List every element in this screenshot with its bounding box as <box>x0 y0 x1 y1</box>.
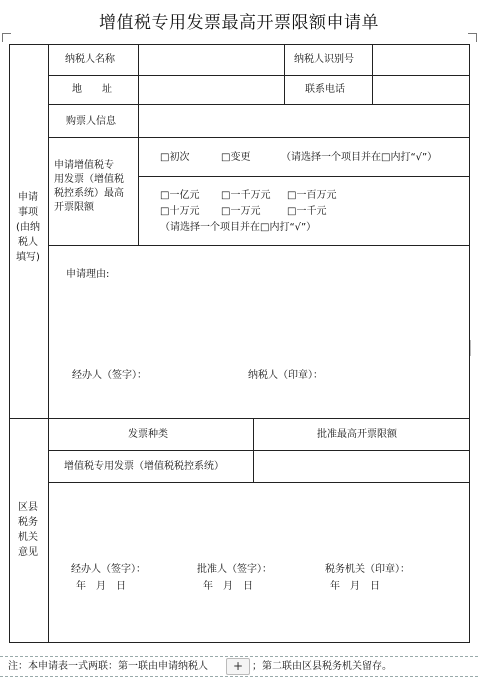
date-approver: 年 月 日 <box>203 581 253 592</box>
option-1m[interactable]: □一百万元 <box>287 190 337 201</box>
tax-office-seal-label: 税务机关（印章）： <box>325 564 410 575</box>
limit-hint: （请选择一个项目并在□内打“√”） <box>160 222 317 233</box>
option-10k[interactable]: □一万元 <box>221 206 261 217</box>
tax-opinion-field[interactable] <box>49 483 469 558</box>
section-tax-line: 税务 <box>18 517 38 528</box>
invoice-type-header: 发票种类 <box>128 429 168 440</box>
option-change[interactable]: □变更 <box>221 152 251 163</box>
section-apply-line: (由纳 <box>16 222 40 233</box>
apply-limit-label <box>54 159 124 215</box>
apply-limit-line: 用发票（增值税 <box>54 174 124 185</box>
taxpayer-id-label: 纳税人识别号 <box>294 54 354 65</box>
section-apply-line: 税人 <box>18 237 38 248</box>
section-apply-line: 填写) <box>16 252 40 263</box>
taxpayer-name-label: 纳税人名称 <box>65 54 115 65</box>
approver-sign-label: 批准人（签字）： <box>197 564 272 575</box>
date-handler: 年 月 日 <box>76 581 126 592</box>
section-tax-line: 意见 <box>18 547 38 558</box>
resize-handle[interactable] <box>470 340 478 356</box>
handler-sign-label-2: 经办人（签字）： <box>71 564 146 575</box>
reason-label: 申请理由: <box>66 269 110 280</box>
address-label: 地 址 <box>72 84 112 95</box>
taxpayer-name-field[interactable] <box>139 45 284 75</box>
approved-limit-field[interactable] <box>254 451 469 482</box>
footer-note-left: 注：本申请表一式两联：第一联由申请纳税人 <box>8 661 208 672</box>
type-hint: （请选择一个项目并在□内打“√”） <box>281 152 438 163</box>
phone-label: 联系电话 <box>305 84 345 95</box>
page-break-line <box>0 656 478 657</box>
page-corner-mark <box>2 33 11 42</box>
option-100k[interactable]: □十万元 <box>160 206 200 217</box>
date-tax-office: 年 月 日 <box>330 581 380 592</box>
section-apply-label <box>15 190 41 265</box>
buyer-info-label: 购票人信息 <box>66 116 116 127</box>
section-apply-line: 申请 <box>18 192 38 203</box>
footer-note-right: ；第二联由区县税务机关留存。 <box>252 661 392 672</box>
section-apply-line: 事项 <box>18 207 38 218</box>
apply-limit-line: 开票限额 <box>54 202 94 213</box>
section-tax-line: 机关 <box>18 532 38 543</box>
page-corner-mark <box>468 33 477 42</box>
invoice-vat-label: 增值税专用发票（增值税税控系统） <box>64 461 224 472</box>
taxpayer-id-field[interactable] <box>373 45 469 75</box>
reason-field[interactable] <box>49 282 469 362</box>
option-initial[interactable]: □初次 <box>160 152 190 163</box>
option-1k[interactable]: □一千元 <box>287 206 327 217</box>
option-100m[interactable]: □一亿元 <box>160 190 200 201</box>
section-tax-label <box>15 500 41 560</box>
apply-limit-line: 申请增值税专 <box>54 160 114 171</box>
buyer-info-field[interactable] <box>139 105 469 137</box>
approved-limit-header: 批准最高开票限额 <box>317 429 397 440</box>
page-title: 增值税专用发票最高开票限额申请单 <box>99 13 379 33</box>
phone-field[interactable] <box>373 76 469 104</box>
taxpayer-seal-label: 纳税人（印章）： <box>248 370 323 381</box>
add-row-button[interactable]: + <box>226 658 250 675</box>
address-field[interactable] <box>139 76 284 104</box>
handler-sign-label: 经办人（签字）： <box>72 370 147 381</box>
section-tax-line: 区县 <box>18 502 38 513</box>
apply-limit-line: 税控系统）最高 <box>54 188 124 199</box>
option-10m[interactable]: □一千万元 <box>221 190 271 201</box>
